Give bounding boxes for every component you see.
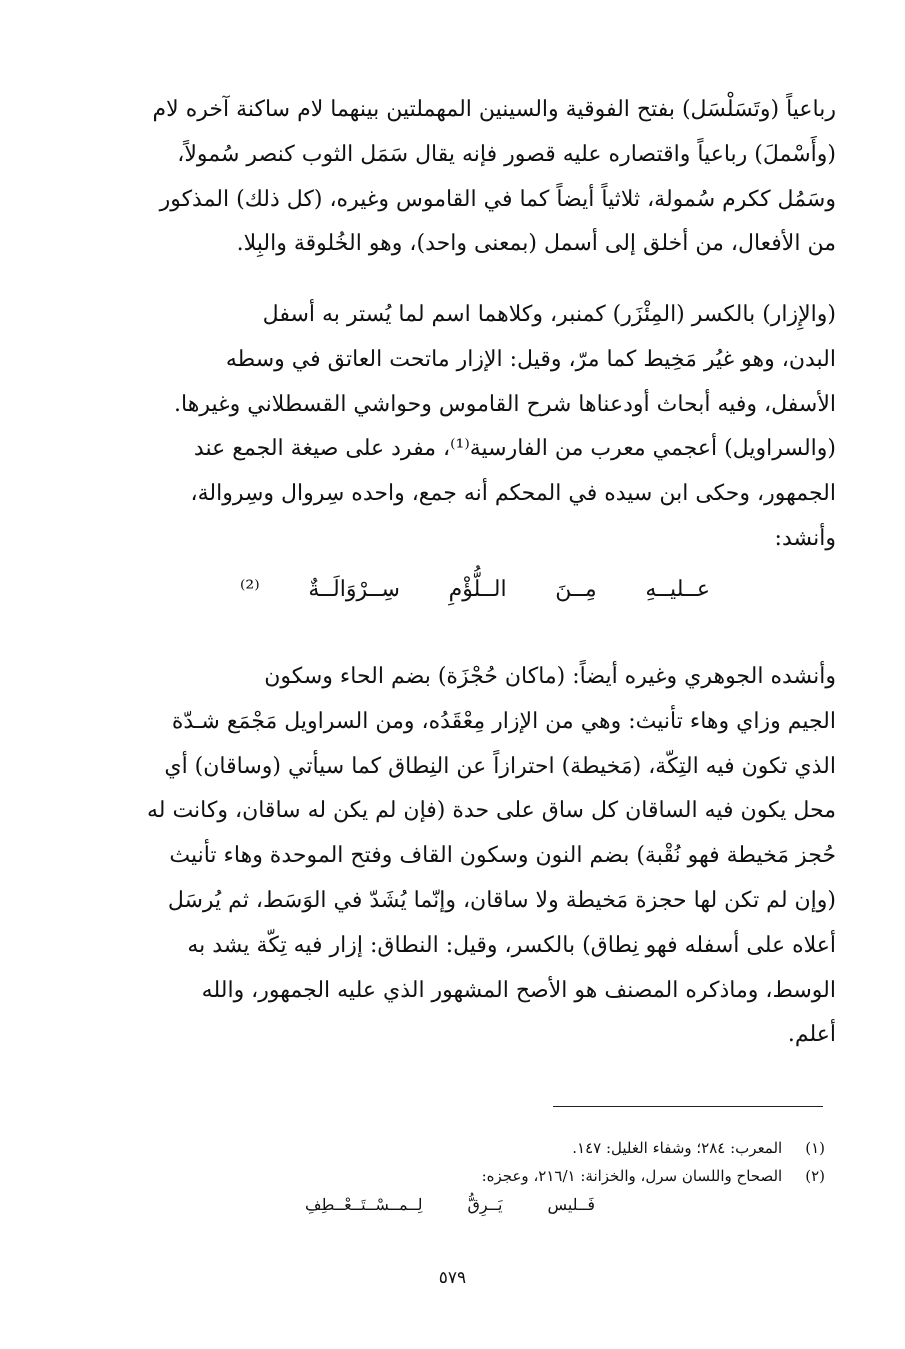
text-line: الجيم وزاي وهاء تأنيث: وهي من الإزار مِعْقَدُه، ومن السراويل مَجْمَع شـدّة [171, 708, 836, 734]
text-line: حُجز مَخيطة فهو نُقْبة) بضم النون وسكون القاف وفتح الموحدة وهاء تأنيث [169, 843, 836, 869]
footnote-2 [265, 1164, 825, 1188]
verse-word: الــلُّؤْمِ [448, 577, 507, 602]
paragraph-1 [118, 88, 836, 267]
poetry-verse [240, 568, 710, 612]
verse-word: لِــمــسْــتَــعْــطِفِ [305, 1195, 423, 1214]
text-line: من الأفعال، من أخلق إلى أسمل (بمعنى واحد)، وهو الخُلوقة والبِلا. [236, 231, 836, 257]
text-line: محل يكون فيه الساقان كل ساق على حدة (فإن لم يكن له ساقان، وكانت له [146, 798, 836, 824]
footnote-1 [265, 1136, 825, 1160]
paragraph-3 [118, 655, 836, 1058]
paragraph-2 [118, 293, 836, 562]
text-line: وأنشد: [774, 525, 836, 551]
verse-word: فَــليس [547, 1195, 595, 1214]
footnote-number: (١) [805, 1139, 825, 1157]
footnote-number: (٢) [805, 1167, 825, 1185]
text-line: الوسط، وماذكره المصنف هو الأصح المشهور الذي عليه الجمهور، والله [201, 977, 836, 1003]
text-line: الجمهور، وحكى ابن سيده في المحكم أنه جمع، واحده سِروال وسِروالة، [190, 481, 836, 507]
footnote-text: الصحاح واللسان سرل، والخزانة: ٢١٦/١، وعجزه: [481, 1167, 783, 1185]
page-number: ٥٧٩ [438, 1268, 467, 1288]
text-line: أعلم. [787, 1022, 836, 1048]
text-line: (والإِزار) بالكسر (المِئْزَر) كمنبر، وكلاهما اسم لما يُستر به أسفل [262, 302, 836, 327]
text-line: أعلاه على أسفله فهو نِطاق) بالكسر، وقيل: النطاق: إزار فيه تِكّة يشد به [187, 932, 836, 958]
text-line: رباعياً (وتَسَلْسَل) بفتح الفوقية والسينين المهملتين بينهما لام ساكنة آخره لام [152, 97, 836, 122]
text-line: (وإن لم تكن لها حجزة مَخيطة ولا ساقان، وإنّما يُشَدّ في الوَسَط، ثم يُرسَل [167, 887, 836, 913]
text-line: وسَمُل ككرم سُمولة، ثلاثياً أيضاً كما في القاموس وغيره، (كل ذلك) المذكور [159, 186, 836, 212]
text-line: (والسراويل) أعجمي معرب من الفارسية⁽¹⁾، مفرد على صيغة الجمع عند [193, 436, 836, 462]
footnote-text: المعرب: ٢٨٤؛ وشفاء الغليل: ١٤٧. [572, 1139, 783, 1157]
text-line: الأسفل، وفيه أبحاث أودعناها شرح القاموس وحواشي القسطلاني وغيرها. [174, 391, 836, 417]
footnote-verse [305, 1192, 595, 1218]
text-line: الذي تكون فيه التِكّة، (مَخيطة) احترازاً عن النِطاق كما سيأتي (وساقان) أي [164, 753, 836, 779]
footnote-divider [553, 1106, 823, 1107]
verse-word: سِــرْوَالَــةٌ ⁽²⁾ [240, 577, 400, 602]
text-line: (وأَسْملَ) رباعياً واقتصاره عليه قصور فإنه يقال سَمَل الثوب كنصر سُمولاً، [177, 141, 836, 167]
verse-word: مِــنَ [555, 577, 597, 602]
text-line: وأنشده الجوهري وغيره أيضاً: (ماكان حُجْزَة) بضم الحاء وسكون [264, 664, 836, 689]
text-line: البدن، وهو غيُر مَخِيط كما مرّ، وقيل: الإزار ماتحت العاتق في وسطه [225, 346, 836, 372]
verse-word: يَــرِقُّ [467, 1195, 503, 1214]
verse-word: عــليــهِ [645, 577, 710, 602]
